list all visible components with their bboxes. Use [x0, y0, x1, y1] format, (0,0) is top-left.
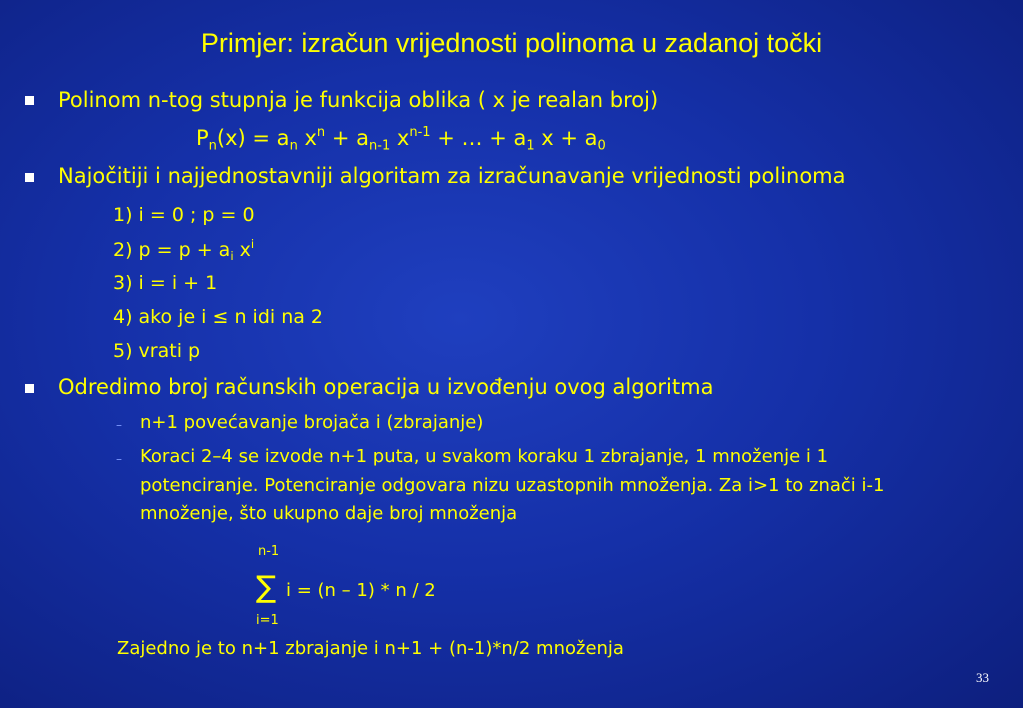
step-1: 1) i = 0 ; p = 0: [113, 204, 255, 226]
dash-marker: –: [116, 452, 122, 466]
sum-expression: i = (n – 1) * n / 2: [286, 580, 436, 601]
sum-lower-limit: i=1: [256, 613, 279, 628]
sub-item-koraci-line1: Koraci 2–4 se izvode n+1 puta, u svakom koraku 1 zbrajanje, 1 množenje i 1: [140, 446, 829, 467]
bullet-marker: [25, 96, 34, 105]
bullet-polinom: Polinom n-tog stupnja je funkcija oblika ( x je realan broj): [58, 88, 659, 112]
bullet-operacije: Odredimo broj računskih operacija u izvođenju ovog algoritma: [58, 375, 714, 399]
step-4: 4) ako je i ≤ n idi na 2: [113, 306, 324, 328]
dash-marker: –: [116, 418, 122, 432]
sub-item-brojac: n+1 povećavanje brojača i (zbrajanje): [140, 412, 484, 433]
conclusion-text: Zajedno je to n+1 zbrajanje i n+1 + (n-1)*n/2 množenja: [117, 638, 624, 659]
bullet-marker: [25, 173, 34, 182]
step-5: 5) vrati p: [113, 340, 201, 362]
sigma-symbol: ∑: [256, 570, 277, 605]
sub-item-koraci-line2: potenciranje. Potenciranje odgovara nizu uzastopnih množenja. Za i>1 to znači i-1: [140, 475, 885, 496]
polynomial-formula: $P_n(x) = a_n$ $x^n + a_{n-1}$ $x^{n-1}$ + … + $a_1$ $x + a_0$: [196, 124, 606, 154]
step-2: 2) $p = p + a_i$ $x^i$: [113, 236, 255, 264]
sum-upper-limit: n-1: [258, 544, 280, 559]
page-number: 33: [976, 670, 989, 685]
step-3: 3) i = i + 1: [113, 272, 218, 294]
bullet-algoritam: Najočitiji i najjednostavniji algoritam za izračunavanje vrijednosti polinoma: [58, 164, 846, 188]
sub-item-koraci-line3: množenje, što ukupno daje broj množenja: [140, 503, 518, 524]
bullet-marker: [25, 384, 34, 393]
slide-title: Primjer: izračun vrijednosti polinoma u zadanoj točki: [200, 28, 823, 58]
